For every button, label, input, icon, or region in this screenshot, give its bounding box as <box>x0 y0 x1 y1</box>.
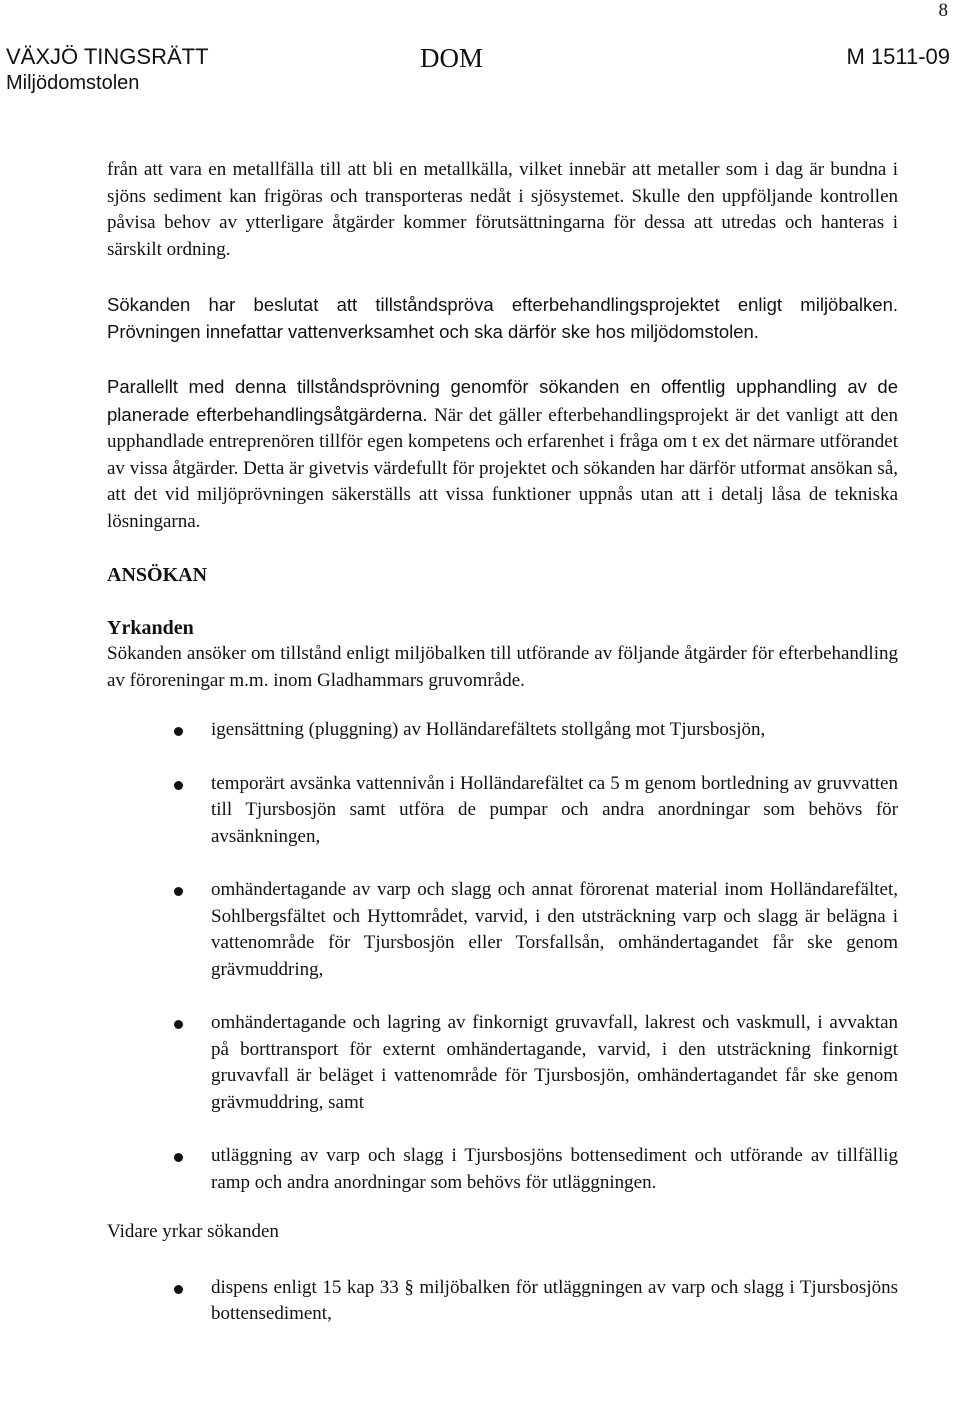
bullet-icon <box>174 1020 183 1029</box>
document-type: DOM <box>420 43 484 73</box>
list-item-text: omhändertagande av varp och slagg och annat förorenat material inom Holländarefältet, Sohlbergsfältet och Hyttområdet, varvid, i den utsträckning varp och slagg är belägna i vattenområde för Tjursbosjön eller Torsfallsån, omhändertagandet får ske genom grävmuddring, <box>211 879 898 980</box>
list-item-text: dispens enligt 15 kap 33 § miljöbalken för utläggningen av varp och slagg i Tjursbosjöns bottensediment, <box>211 1276 898 1324</box>
paragraph-1: från att vara en metallfälla till att bli en metallkälla, vilket innebär att metaller som i dag är bundna i sjöns sediment kan frigöras och transporteras nedåt i sjösystemet. Skulle den uppföljande kontrollen påvisa behov av ytterligare åtgärder kommer förutsättningarna för dessa att utredas och hanteras i särskilt ordning. <box>107 159 898 260</box>
paragraph-3-serif: När det gäller efterbehandlingsprojekt är det vanligt att den upphandlade entreprenören tillför egen kompetens och erfarenhet i fråga om t ex det närmare utförandet av vissa åtgärder. Detta är givetvis värdefullt för projektet och sökanden har därför utformat ansökan så, att det vid miljöprövningen säkerställs att vissa funktioner uppnås utan att i detalj låsa de tekniska lösningarna. <box>107 404 899 532</box>
document-body <box>107 157 898 1328</box>
bullet-icon <box>174 781 183 790</box>
list-item <box>107 1010 898 1116</box>
bullet-icon <box>174 727 183 736</box>
claims-list <box>107 717 898 1196</box>
court-name: VÄXJÖ TINGSRÄTT <box>6 44 209 69</box>
document-header <box>6 38 954 98</box>
further-claims-list <box>107 1275 898 1328</box>
list-item-text: utläggning av varp och slagg i Tjursbosjöns bottensediment och utförande av tillfällig ramp och andra anordningar som behövs för utläggningen. <box>211 1145 898 1193</box>
yrkanden-intro: Sökanden ansöker om tillstånd enligt miljöbalken till utförande av följande åtgärder för efterbehandling av föroreningar m.m. inom Gladhammars gruvområde. <box>107 643 898 691</box>
list-item <box>107 1275 898 1328</box>
bullet-icon <box>174 1153 183 1162</box>
court-division: Miljödomstolen <box>6 72 140 94</box>
case-number: M 1511-09 <box>846 44 950 69</box>
heading-yrkanden: Yrkanden <box>107 616 194 639</box>
list-item-text: omhändertagande och lagring av finkornigt gruvavfall, lakrest och vaskmull, i avvaktan på borttransport för externt omhändertagande, varvid, i den utsträckning finkornigt gruvavfall är beläget i vattenområde för Tjursbosjön, omhändertagandet får ske genom grävmuddring, samt <box>211 1012 898 1113</box>
paragraph-3-sans: Parallellt med denna tillståndsprövning genomför sökanden en offentlig upphandling av de planerade efterbehandlingsåtgärderna. <box>107 376 898 425</box>
list-item <box>107 877 898 983</box>
list-item <box>107 1143 898 1196</box>
vidare-yrkar: Vidare yrkar sökanden <box>107 1221 279 1242</box>
list-item <box>107 771 898 851</box>
list-item-text: temporärt avsänka vattennivån i Holländarefältet ca 5 m genom bortledning av gruvvatten till Tjursbosjön samt utföra de pumpar och andra anordningar som behövs för avsänkningen, <box>211 772 898 847</box>
list-item <box>107 717 898 744</box>
bullet-icon <box>174 1285 183 1294</box>
paragraph-2: Sökanden har beslutat att tillståndspröva efterbehandlingsprojektet enligt miljöbalken. Prövningen innefattar vattenverksamhet och ska därför ske hos miljödomstolen. <box>107 294 898 342</box>
bullet-icon <box>174 887 183 896</box>
paragraph-3 <box>107 374 898 535</box>
court-block <box>6 44 209 96</box>
list-item-text: igensättning (pluggning) av Holländarefältets stollgång mot Tjursbosjön, <box>211 719 766 740</box>
heading-ansokan: ANSÖKAN <box>107 564 208 586</box>
page-number: 8 <box>938 0 948 21</box>
